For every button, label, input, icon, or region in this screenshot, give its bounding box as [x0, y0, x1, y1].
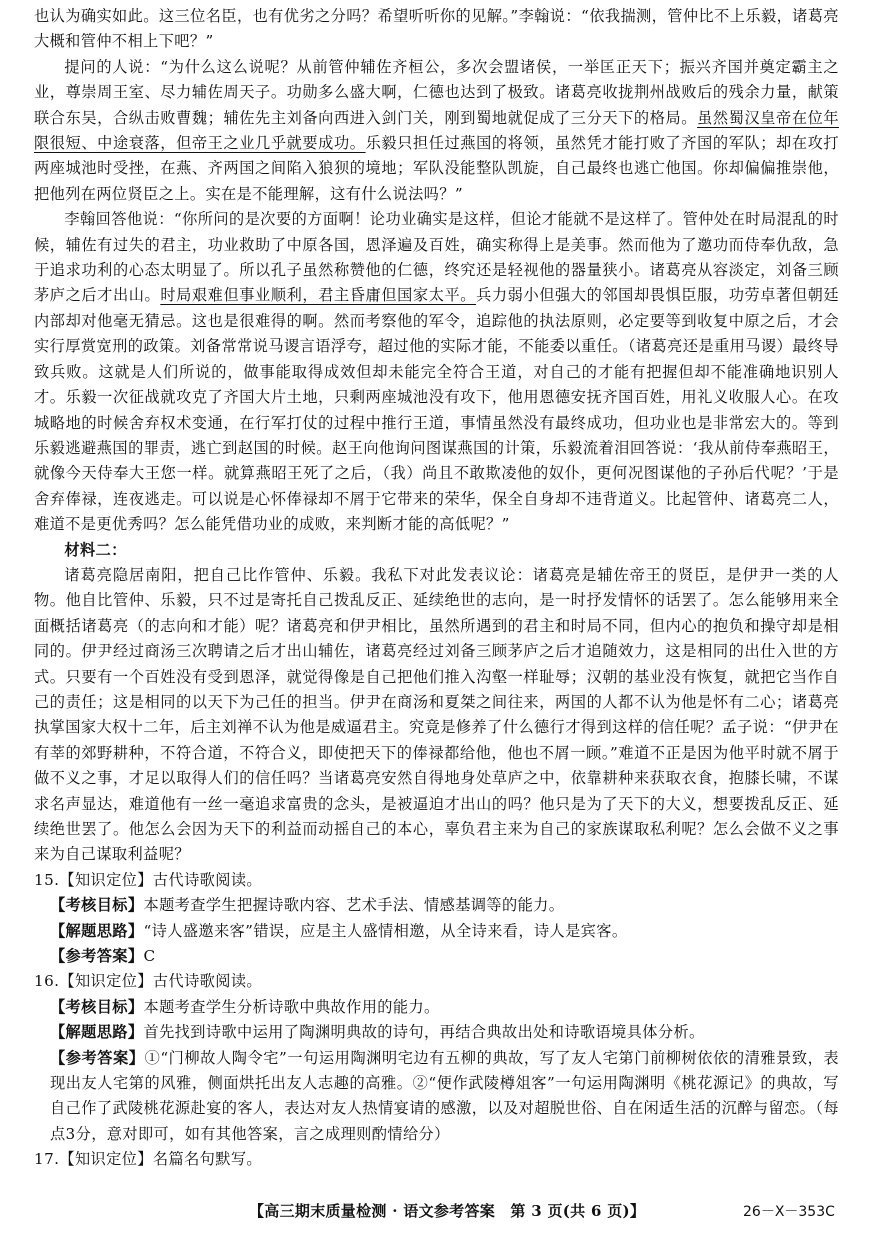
material-2-title: 材料二： [64, 540, 127, 559]
question-1-item-1 [34, 995, 839, 1020]
footer-code: 26－X－353C [743, 1204, 835, 1220]
answer-section [34, 868, 839, 1173]
paragraph-3-text-a: 李翰回答他说：“你所问的是次要的方面啊！论功业确实是这样，但论才能就不是这样了。管仲处在时局混乱的时候，辅佐有过失的君主，功业救助了中原各国，恩泽遍及百姓，确实称得上是美事。然而他为了邀功而侍奉仇敌，急于追求功利的心态太明显了。所以孔子虽然称赞他的仁德，终究还是轻视他的器量狭小。诸葛亮从容淡定，刘备三顾茅庐之后才出山。 [34, 210, 839, 305]
item-text: C [143, 947, 156, 966]
question-number: 17. [34, 1150, 60, 1169]
item-tag: 【解题思路】 [49, 1023, 144, 1042]
paragraph-4 [34, 563, 839, 868]
question-number: 15. [34, 870, 60, 889]
paragraph-3-text-b: 兵力弱小但强大的邻国却畏惧臣服，功劳卓著但朝廷内部却对他毫无猜忌。这也是很难得的啊。然而考察他的军令，追踪他的执法原则，必定要等到收复中原之后，才会实行厚赏宽刑的政策。刘备常常说马谡言语浮夸，超过他的实际才能，不能委以重任。（诸葛亮还是重用马谡）最终导致兵败。这就是人们所说的，做事能取得成效但却未能完全符合王道，对自己的才能有把握但却不能准确地识别人才。乐毅一次征战就攻克了齐国大片土地，只剩两座城池没有攻下，他用恩德安抚齐国百姓，用礼义收服人心。在攻城略地的时候舍弃权术变通，在行军打仗的过程中推行王道，事情虽然没有最终成功，但功业也是非常宏大的。等到乐毅逃避燕国的罪责，逃亡到赵国的时候。赵王向他询问图谋燕国的计策，乐毅流着泪回答说：‘我从前侍奉燕昭王，就像今天侍奉大王您一样。就算燕昭王死了之后，（我）尚且不敢欺凌他的奴仆，更何况图谋他的子孙后代呢？’于是舍弃俸禄，连夜逃走。可以说是心怀俸禄却不屑于它带来的荣华，保全自身却不违背道义。比起管仲、诸葛亮二人，难道不是更优秀吗？怎么能凭借功业的成败，来判断才能的高低呢？” [34, 286, 840, 534]
paragraph-2-text-a: 提问的人说：“为什么这么说呢？从前管仲辅佐齐桓公，多次会盟诸侯，一举匡正天下；振兴齐国并奠定霸主之业，尊崇周王室、尽力辅佐周天子。功勋多么盛大啊，仁德也达到了极致。诸葛亮收拢荆州战败后的残余力量，献策联合东吴，合纵击败曹魏；辅佐先主刘备向西进入剑门关，刚到蜀地就促成了三分天下的格局。 [34, 57, 839, 127]
document-page [34, 4, 839, 1173]
underlined-sentence-2: 时局艰难但事业顺利，君主昏庸但国家太平。 [160, 286, 477, 305]
item-text: 古代诗歌阅读。 [152, 972, 263, 991]
page-footer [0, 1198, 870, 1224]
question-0-item-1 [34, 893, 839, 918]
question-0-header [34, 868, 839, 893]
item-text: ①“门柳故人陶令宅”一句运用陶渊明宅边有五柳的典故，写了友人宅第门前柳树依依的清雅景致，表现出友人宅第的风雅，侧面烘托出友人志趣的高雅。②“便作武陵樽俎客”一句运用陶渊明《桃花源记》的典故，写自己作了武陵桃花源赴宴的客人，表达对友人热情宴请的感激，以及对超脱世俗、自在闲适生活的沉醉与留恋。（每点3分，意对即可，如有其他答案，言之成理则酌情给分） [49, 1048, 840, 1143]
question-1-item-2 [34, 1020, 839, 1045]
item-tag: 【参考答案】 [49, 1048, 145, 1067]
footer-title: 【高三期末质量检测 · 语文参考答案 第 3 页(共 6 页)】 [249, 1202, 646, 1220]
item-text: 名篇名句默写。 [152, 1150, 263, 1169]
item-tag: 【考核目标】 [49, 997, 144, 1016]
paragraph-4-text: 诸葛亮隐居南阳，把自己比作管仲、乐毅。我私下对此发表议论：诸葛亮是辅佐帝王的贤臣，是伊尹一类的人物。他自比管仲、乐毅，只不过是寄托自己拨乱反正、延续绝世的志向，是一时抒发情怀的话罢了。怎么能够用来全面概括诸葛亮（的志向和才能）呢？诸葛亮和伊尹相比，虽然所遇到的君主和时局不同，但内心的抱负和操守却是相同的。伊尹经过商汤三次聘请之后才出山辅佐，诸葛亮经过刘备三顾茅庐之后才追随效力，这是相同的出仕入世的方式。只要有一个百姓没有受到恩泽，就觉得像是自己把他们推入沟壑一样耻辱；汉朝的基业没有恢复，就把它当作自己的责任；这是相同的以天下为己任的担当。伊尹在商汤和夏桀之间往来，两国的人都不认为他是怀有二心；诸葛亮执掌国家大权十二年，后主刘禅不认为他是威逼君主。究竟是修养了什么德行才得到这样的信任呢？孟子说：“伊尹在有莘的郊野耕种，不符合道，不符合义，即使把天下的俸禄都给他，他也不屑一顾。”难道不正是因为他平时就不屑于做不义之事，才足以取得人们的信任吗？当诸葛亮安然自得地身处草庐之中，依靠耕种来获取衣食，抱膝长啸，不谋求名声显达，难道他有一丝一毫追求富贵的念头，是被逼迫才出山的吗？他只是为了天下的大义，想要拨乱反正、延续绝世罢了。他怎么会因为天下的利益而动摇自己的本心，辜负君主来为自己的家族谋取私利呢？怎么会做不义之事来为自己谋取利益呢？ [34, 565, 839, 864]
paragraph-1 [34, 4, 839, 55]
item-tag: 【考核目标】 [49, 896, 144, 915]
item-tag: 【知识定位】 [59, 870, 153, 889]
question-0-item-2 [34, 919, 839, 944]
item-tag: 【参考答案】 [49, 947, 144, 966]
question-0-item-3 [34, 944, 839, 969]
item-tag: 【知识定位】 [59, 972, 153, 991]
question-2-header [34, 1147, 839, 1172]
item-tag: 【解题思路】 [49, 921, 144, 940]
underlined-sentence-1: 虽然蜀汉皇帝在位年限很短、中途衰落，但帝王之业几乎就要成功。 [34, 108, 839, 153]
paragraph-1-text: 也认为确实如此。这三位名臣，也有优劣之分吗？希望听听你的见解。”李翰说：“依我揣测，管仲比不上乐毅，诸葛亮大概和管仲不相上下吧？” [34, 7, 839, 51]
item-text: “诗人盛邀来客”错误，应是主人盛情相邀，从全诗来看，诗人是宾客。 [143, 921, 628, 940]
paragraph-2 [34, 55, 839, 207]
paragraph-2-text-b: 乐毅只担任过燕国的将领，虽然凭才能打败了齐国的军队；却在攻打两座城池时受挫，在燕、齐两国之间陷入狼狈的境地；军队没能整队凯旋，自己最终也逃亡他国。你却偏偏推崇他，把他列在两位贤臣之上。实在是不能理解，这有什么说法吗？” [34, 134, 840, 203]
question-1-header [34, 969, 839, 994]
question-1-item-3 [34, 1046, 839, 1148]
question-number: 16. [34, 972, 60, 991]
item-text: 古代诗歌阅读。 [152, 870, 263, 889]
item-tag: 【知识定位】 [59, 1150, 153, 1169]
item-text: 首先找到诗歌中运用了陶渊明典故的诗句，再结合典故出处和诗歌语境具体分析。 [143, 1023, 705, 1042]
paragraph-3 [34, 207, 839, 537]
item-text: 本题考查学生把握诗歌内容、艺术手法、情感基调等的能力。 [143, 896, 565, 915]
item-text: 本题考查学生分析诗歌中典故作用的能力。 [143, 997, 440, 1016]
